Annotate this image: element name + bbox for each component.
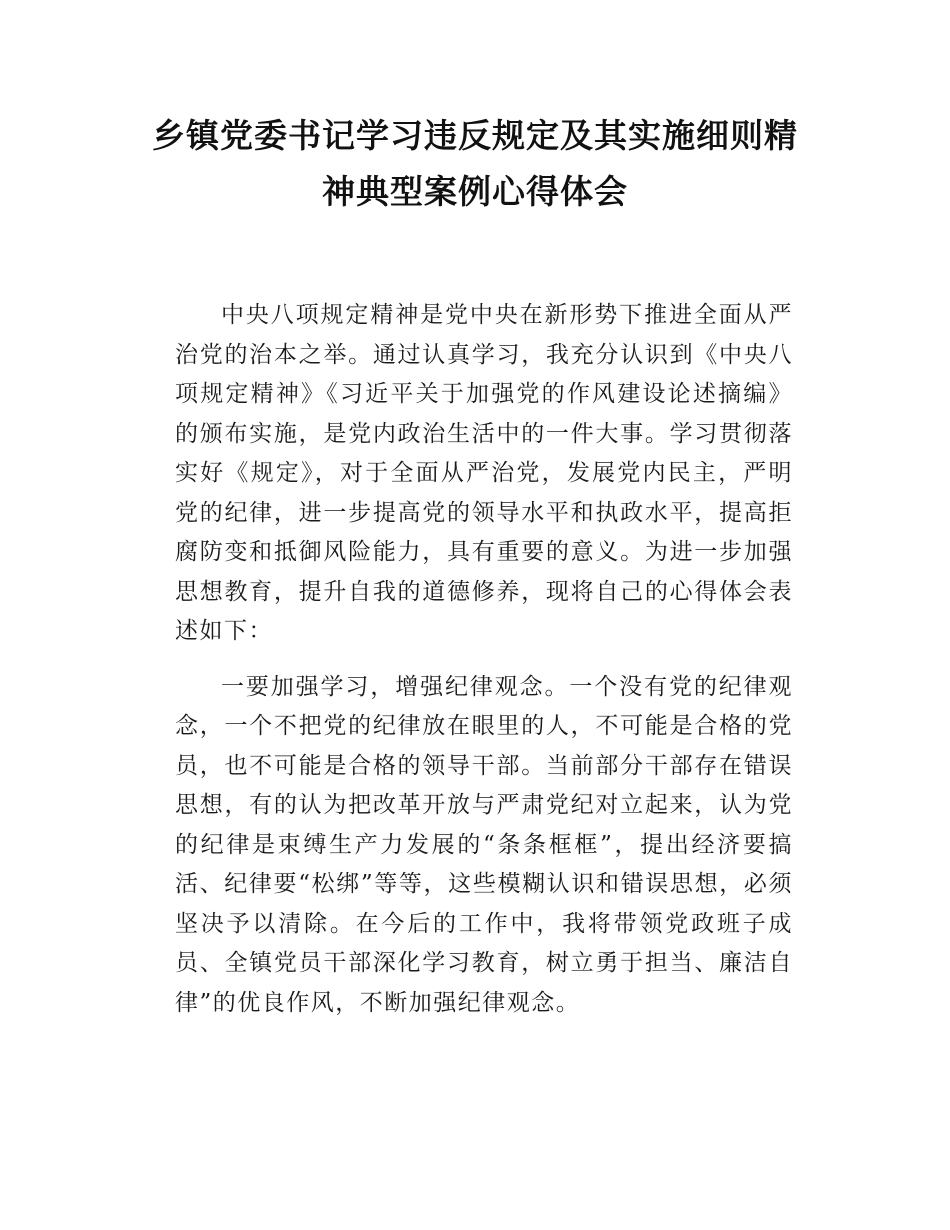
paragraph-point-one: 一要加强学习，增强纪律观念。一个没有党的纪律观念，一个不把党的纪律放在眼里的人，不可能是合格的党员，也不可能是合格的领导干部。当前部分干部存在错误思想，有的认为把改革开放与严肃党纪对立起来，认为党的纪律是束缚生产力发展的“条条框框”，提出经济要搞活、纪律要“松绑”等等，这些模糊认识和错误思想，必须坚决予以清除。在今后的工作中，我将带领党政班子成员、全镇党员干部深化学习教育，树立勇于担当、廉洁自律”的优良作风，不断加强纪律观念。 <box>175 673 793 1016</box>
paragraph-intro: 中央八项规定精神是党中央在新形势下推进全面从严治党的治本之举。通过认真学习，我充分认识到《中央八项规定精神》《习近平关于加强党的作风建设论述摘编》的颁布实施，是党内政治生活中的一件大事。学习贯彻落实好《规定》，对于全面从严治党，发展党内民主，严明党的纪律，进一步提高党的领导水平和执政水平，提高拒腐防变和抵御风险能力，具有重要的意义。为进一步加强思想教育，提升自我的道德修养，现将自己的心得体会表述如下： <box>175 302 793 644</box>
document-title: 乡镇党委书记学习违反规定及其实施细则精神典型案例心得体会 <box>152 116 798 211</box>
document-body <box>175 296 793 1039</box>
